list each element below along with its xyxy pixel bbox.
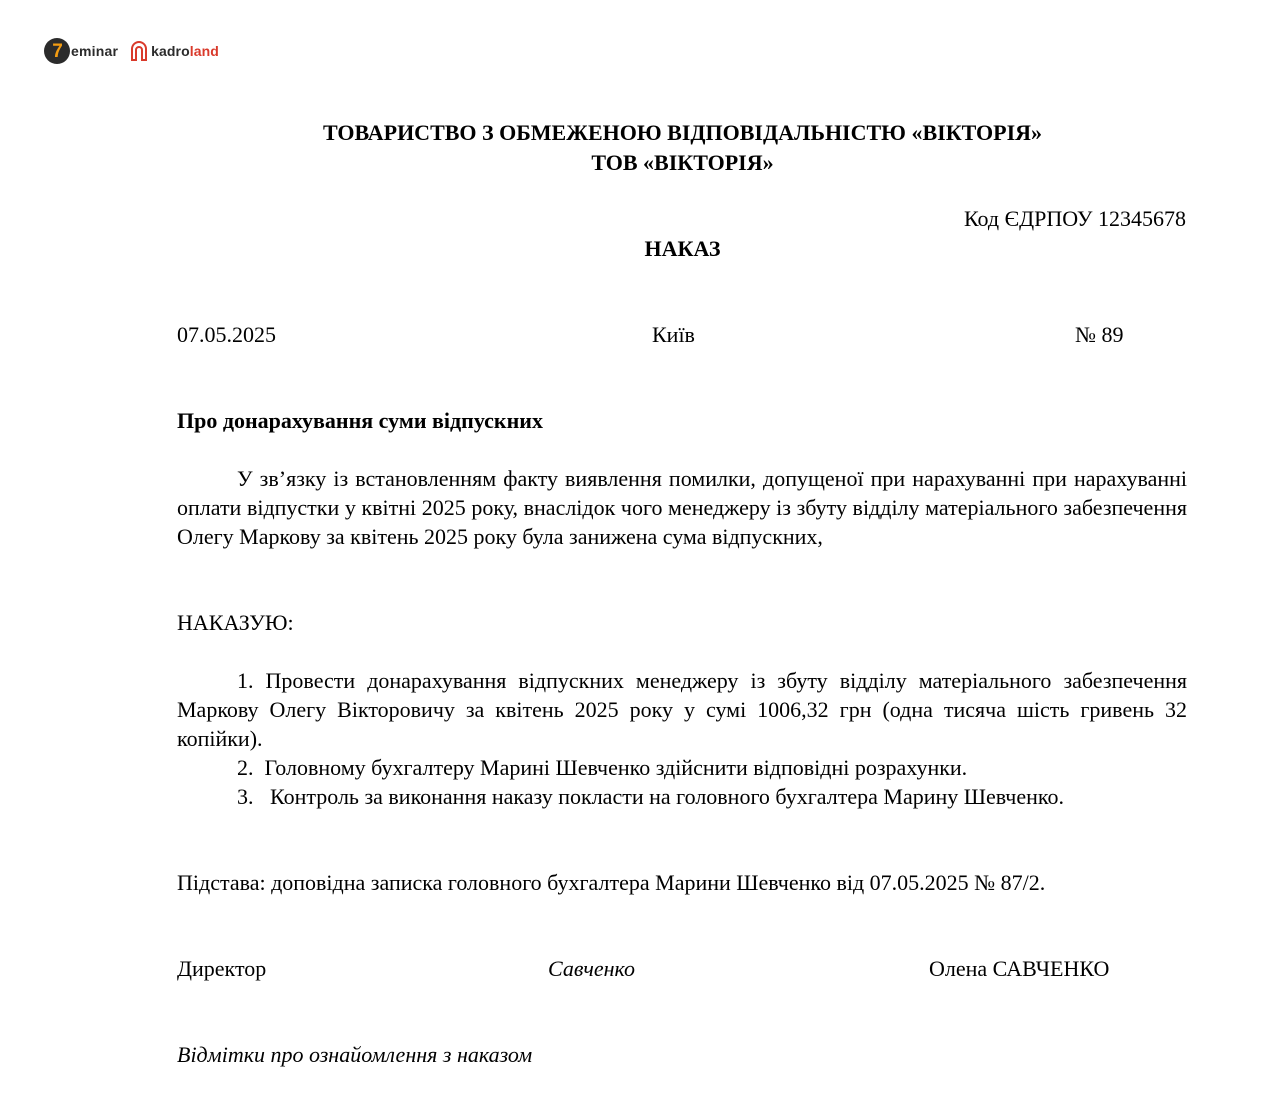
- order-item-2: [237, 753, 967, 782]
- order-word: НАКАЗУЮ:: [177, 610, 294, 635]
- item-number: 2.: [237, 755, 254, 780]
- item-text: Головному бухгалтеру Марині Шевченко здійснити відповідні розрахунки.: [264, 755, 968, 780]
- edrpou-code: Код ЄДРПОУ 12345678: [963, 206, 1186, 231]
- item-text: Контроль за виконання наказу покласти на головного бухгалтера Марину Шевченко.: [270, 784, 1064, 809]
- kadroland-logo: [130, 41, 219, 61]
- order-basis: Підстава: доповідна записка головного бухгалтера Марини Шевченко від 07.05.2025 № 87/2.: [177, 870, 1046, 895]
- order-date: 07.05.2025: [177, 322, 276, 347]
- acknowledgment-heading: Відмітки про ознайомлення з наказом: [177, 1042, 533, 1067]
- seminar-logo-text: eminar: [71, 43, 119, 59]
- order-subject: Про донарахування суми відпускних: [177, 408, 543, 433]
- order-item-1: [177, 666, 1187, 753]
- seminar-logo: [44, 38, 118, 64]
- kadroland-logo-text: [151, 43, 219, 59]
- kadroland-text-dark: kadro: [151, 43, 190, 59]
- seminar-badge-digit: 7: [52, 40, 63, 62]
- company-full-name: ТОВАРИСТВО З ОБМЕЖЕНОЮ ВІДПОВІДАЛЬНІСТЮ «ВІКТОРІЯ»: [322, 120, 1043, 145]
- signatory-name: Олена САВЧЕНКО: [929, 956, 1110, 981]
- logos: [44, 38, 219, 64]
- document-type: НАКАЗ: [644, 236, 721, 261]
- order-preamble: У зв’язку із встановленням факту виявлення помилки, допущеної при нарахуванні при нарахуванні оплати відпустки у квітні 2025 року, внаслідок чого менеджеру із збуту відділу матеріального забезпечення Олегу Маркову за квітень 2025 року була занижена сума відпускних,: [177, 466, 1187, 549]
- item-number: 1.: [237, 668, 254, 693]
- seminar-badge-icon: [44, 38, 70, 64]
- signature: Савченко: [548, 956, 636, 981]
- order-item-3: [237, 782, 1064, 811]
- order-number: № 89: [1075, 322, 1124, 347]
- item-text: Провести донарахування відпускних менеджеру із збуту відділу матеріального забезпечення Маркову Олегу Вікторовичу за квітень 2025 року у сумі 1006,32 грн (одна тисяча шість гривень 32 копійки).: [177, 668, 1188, 751]
- kadroland-arch-icon: [130, 41, 148, 61]
- item-number: 3.: [237, 784, 254, 809]
- company-short-name: ТОВ «ВІКТОРІЯ»: [591, 150, 774, 175]
- signatory-position: Директор: [177, 956, 267, 981]
- kadroland-text-red: land: [189, 43, 219, 59]
- order-city: Київ: [652, 322, 695, 347]
